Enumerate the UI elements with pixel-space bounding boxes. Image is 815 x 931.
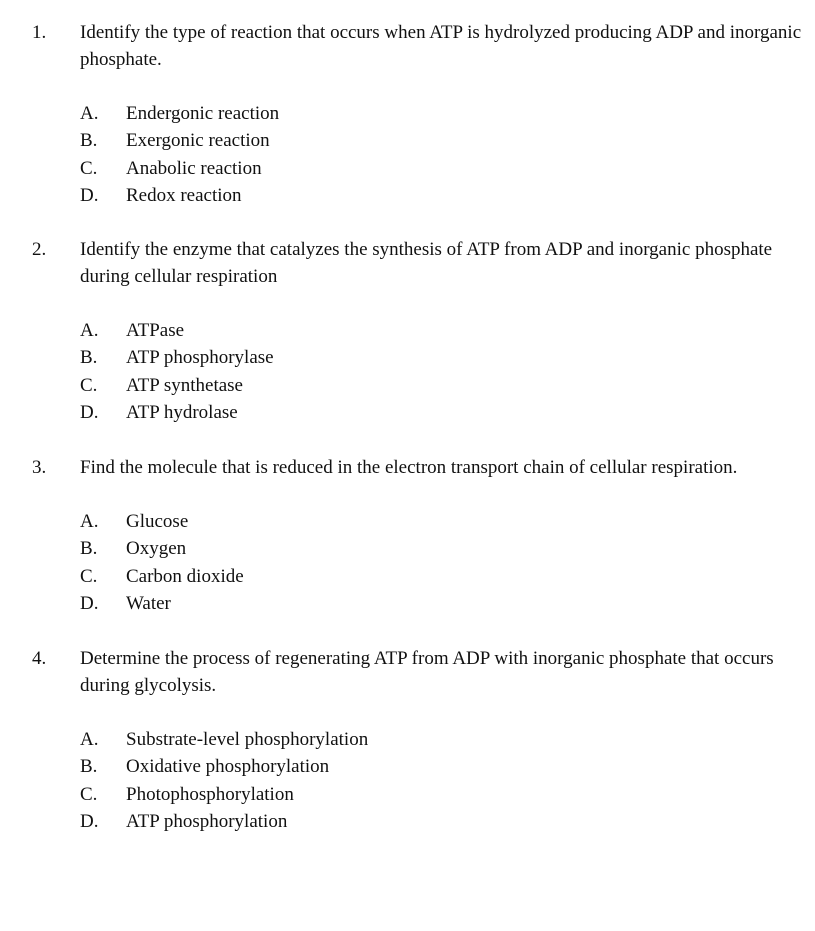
option-letter: D. — [80, 592, 99, 614]
option-c — [80, 781, 780, 808]
option-letter: D. — [80, 401, 99, 423]
option-a — [80, 317, 780, 344]
option-letter: A. — [80, 320, 99, 341]
question-text: Determine the process of regenerating ATP from ADP with inorganic phosphate that occurs during glycolysis. — [80, 648, 774, 696]
option-letter: A. — [80, 729, 99, 750]
option-d — [80, 399, 780, 426]
option-text: ATP phosphorylase — [126, 347, 274, 369]
option-b — [80, 535, 780, 562]
option-text: Oxidative phosphorylation — [126, 756, 330, 778]
option-text: Redox reaction — [126, 184, 242, 206]
option-b — [80, 127, 780, 154]
answer-options — [80, 508, 780, 617]
question-number: 4. — [32, 648, 47, 669]
option-letter: A. — [80, 103, 99, 124]
option-c — [80, 372, 780, 399]
option-text: ATP hydrolase — [126, 401, 238, 423]
option-text: Exergonic reaction — [126, 130, 270, 152]
option-letter: C. — [80, 783, 98, 805]
option-c — [80, 155, 780, 182]
answer-options — [80, 317, 780, 426]
option-letter: A. — [80, 511, 99, 532]
answer-options — [80, 100, 780, 209]
option-a — [80, 508, 780, 535]
option-text: Anabolic reaction — [126, 157, 262, 179]
option-a — [80, 100, 780, 127]
option-letter: C. — [80, 157, 98, 179]
question-text: Find the molecule that is reduced in the electron transport chain of cellular respiration. — [80, 457, 738, 478]
question-text: Identify the enzyme that catalyzes the synthesis of ATP from ADP and inorganic phosphate during cellular respiration — [80, 239, 773, 287]
option-b — [80, 344, 780, 371]
option-text: Water — [126, 592, 171, 614]
option-letter: B. — [80, 756, 98, 778]
option-a — [80, 726, 780, 753]
option-text: Oxygen — [126, 538, 187, 560]
question-text: Identify the type of reaction that occurs when ATP is hydrolyzed producing ADP and inorganic phosphate. — [80, 22, 802, 70]
option-b — [80, 753, 780, 780]
option-letter: C. — [80, 565, 98, 587]
option-letter: B. — [80, 130, 98, 152]
option-letter: B. — [80, 538, 98, 560]
question-number: 1. — [32, 22, 47, 43]
option-c — [80, 563, 780, 590]
option-letter: C. — [80, 374, 98, 396]
question-number: 2. — [32, 239, 47, 260]
option-d — [80, 182, 780, 209]
option-text: Carbon dioxide — [126, 565, 244, 587]
question-number: 3. — [32, 457, 47, 478]
option-text: ATP phosphorylation — [126, 810, 288, 832]
option-text: Substrate-level phosphorylation — [126, 729, 369, 750]
option-text: ATP synthetase — [126, 374, 243, 396]
option-d — [80, 590, 780, 617]
option-d — [80, 808, 780, 835]
option-letter: D. — [80, 810, 99, 832]
option-text: Endergonic reaction — [126, 103, 280, 124]
answer-options — [80, 726, 780, 835]
option-text: ATPase — [126, 320, 185, 341]
option-letter: B. — [80, 347, 98, 369]
option-letter: D. — [80, 184, 99, 206]
option-text: Glucose — [126, 511, 189, 532]
option-text: Photophosphorylation — [126, 783, 294, 805]
